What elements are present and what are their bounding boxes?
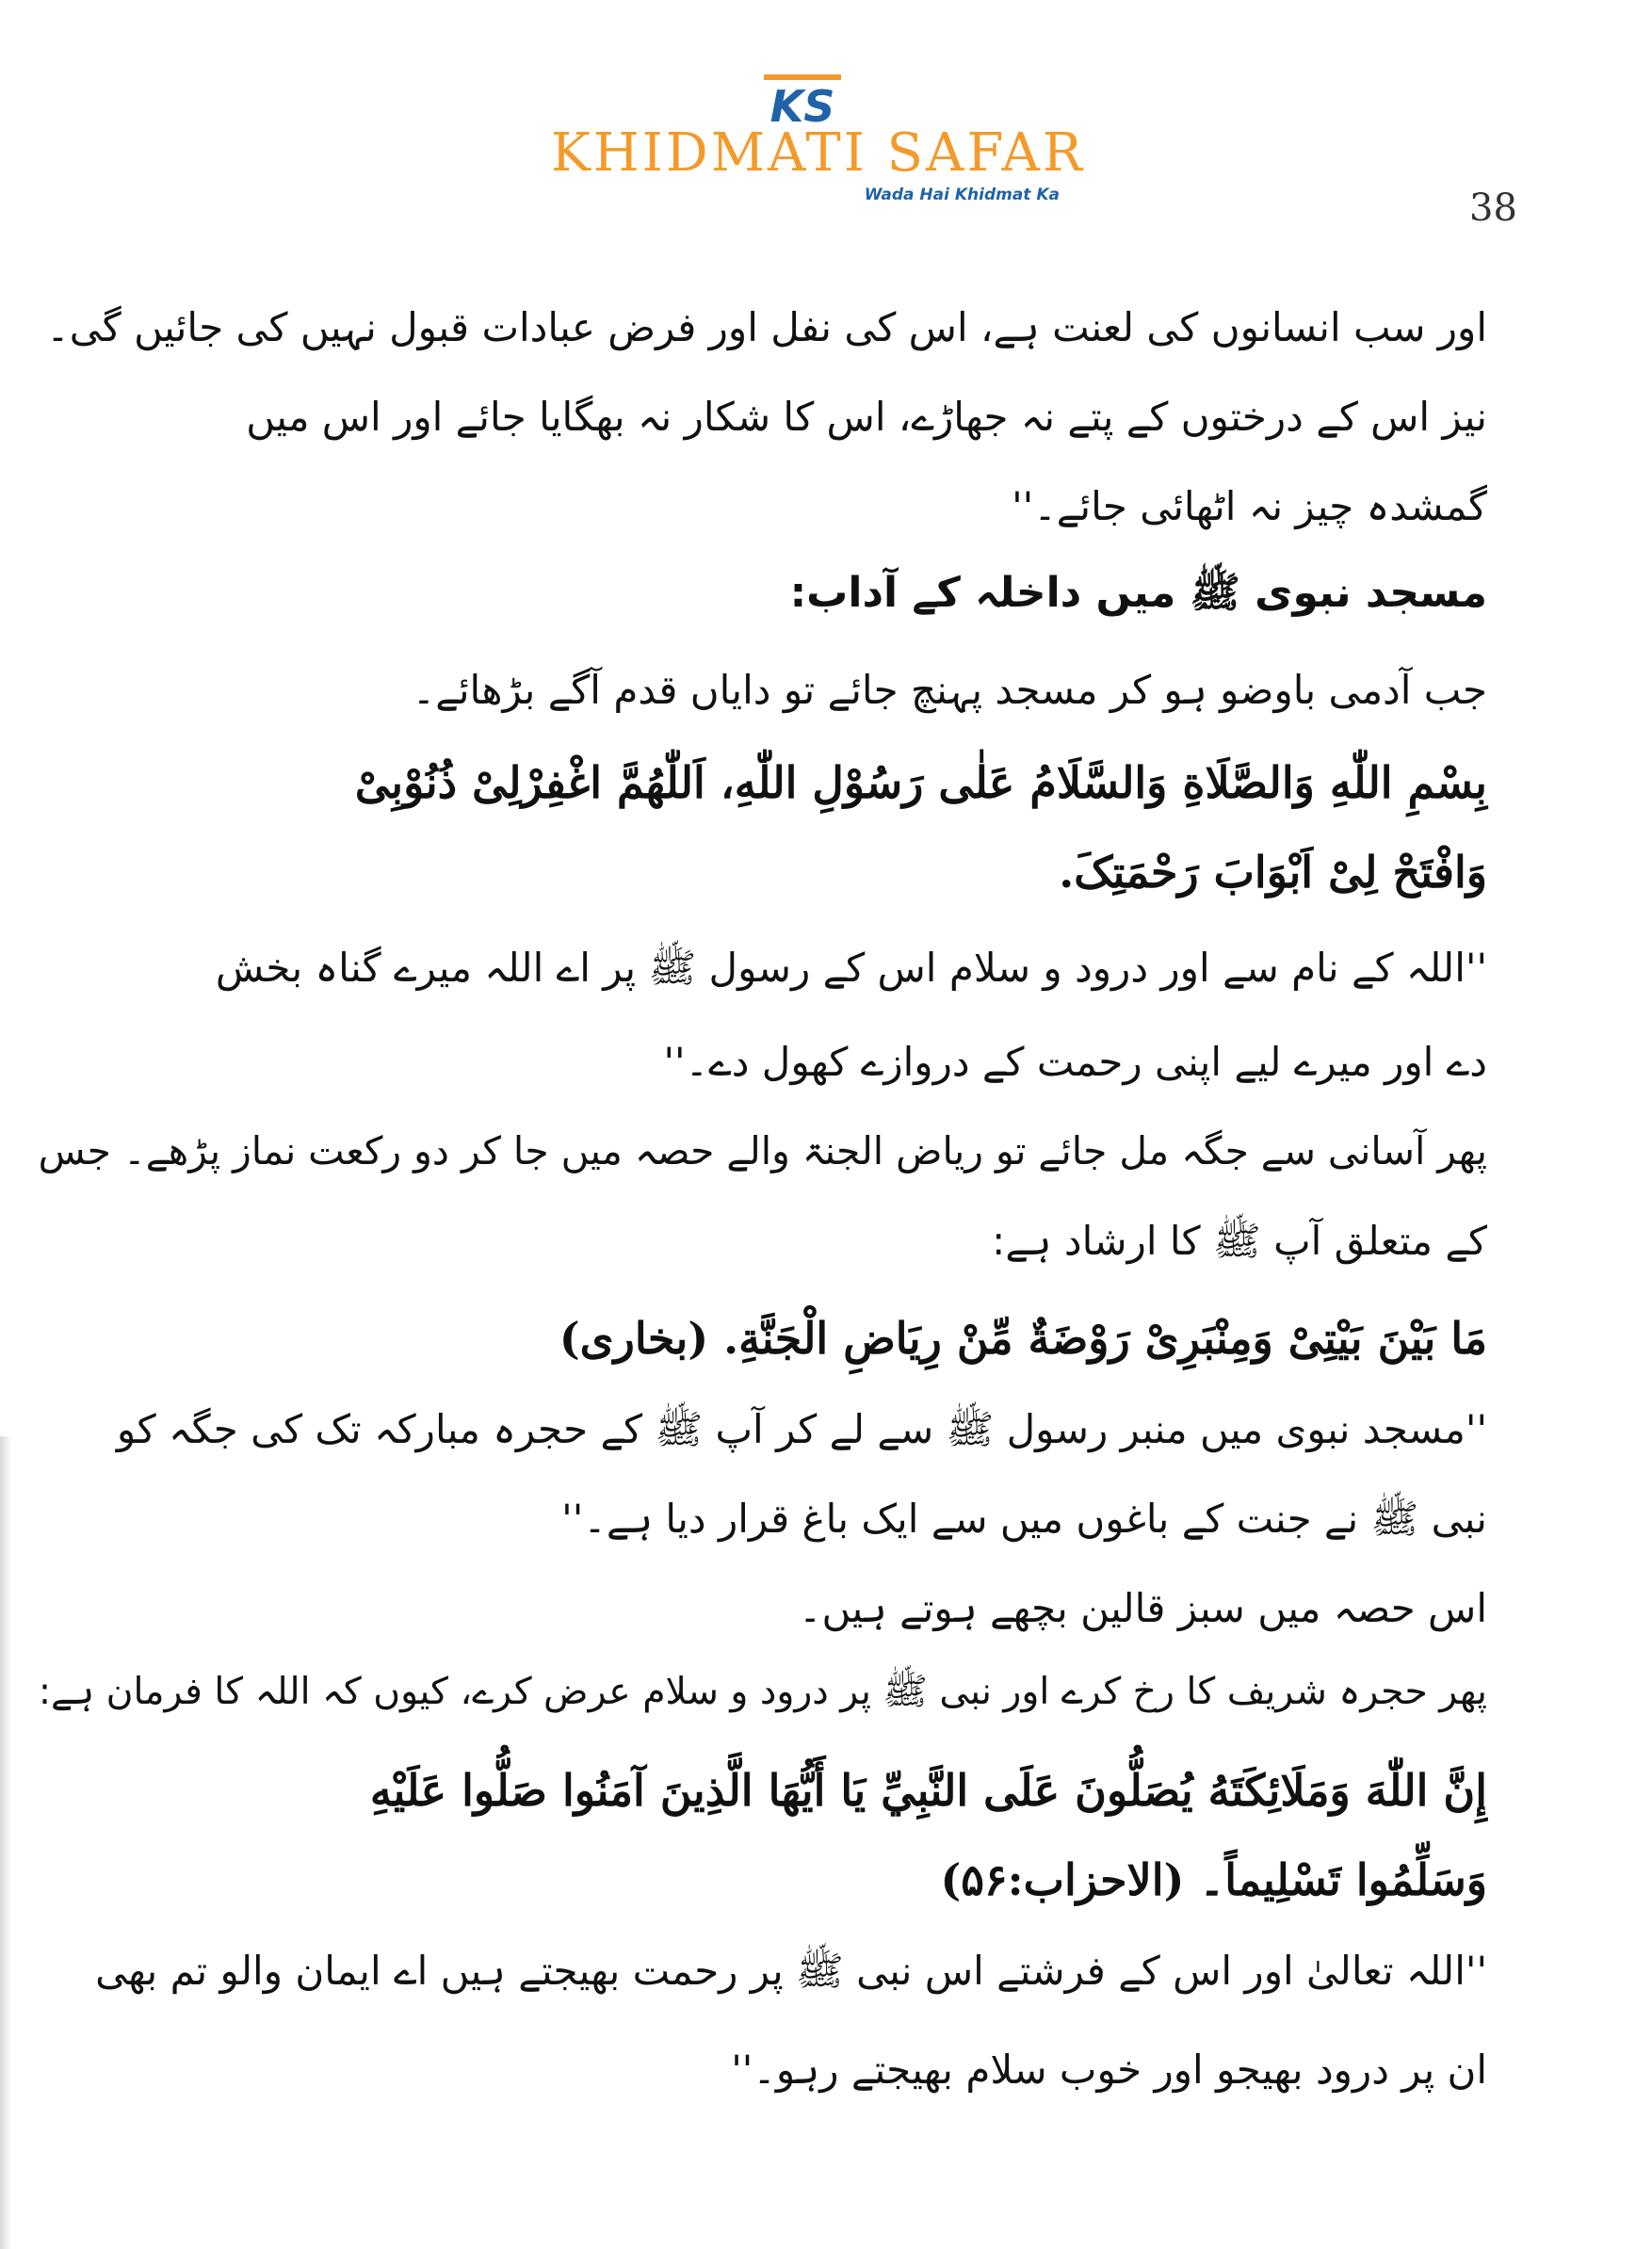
brand-name: KHIDMATI SAFAR [551, 122, 1086, 184]
text-line: ان پر درود بھیجو اور خوب سلام بھیجتے رہو۔'' [731, 2047, 1487, 2093]
ks-logo-mark [760, 71, 845, 127]
logo-mark-text: KS [769, 81, 835, 127]
arabic-line: بِسْمِ اللّٰهِ وَالصَّلَاةِ وَالسَّلَامُ عَلٰی رَسُوْلِ اللّٰهِ، اَللّٰهُمَّ اغْفِرْلِیْ ذُنُوْبِیْ [354, 757, 1487, 808]
text-line: جب آدمی باوضو ہو کر مسجد پہنچ جائے تو دایاں قدم آگے بڑھائے۔ [412, 667, 1487, 713]
page-edge-shadow [0, 1436, 11, 2249]
text-line: اس حصہ میں سبز قالین بچھے ہوتے ہیں۔ [798, 1585, 1487, 1631]
brand-tagline: Wada Hai Khidmat Ka [864, 186, 1060, 204]
arabic-line: وَافْتَحْ لِیْ اَبْوَابَ رَحْمَتِکَ. [1059, 847, 1487, 898]
text-line: کے متعلق آپ ﷺ کا ارشاد ہے: [992, 1218, 1487, 1264]
arabic-line: مَا بَیْنَ بَیْتِیْ وَمِنْبَرِیْ رَوْضَةٌ مِّنْ رِیَاضِ الْجَنَّةِ. (بخاری) [559, 1313, 1487, 1364]
page-number: 38 [1469, 186, 1517, 230]
arabic-line: وَسَلِّمُوا تَسْلِيماً۔ (الاحزاب:۵۶) [940, 1854, 1487, 1905]
text-line: گمشدہ چیز نہ اٹھائی جائے۔'' [1012, 483, 1487, 529]
brand-logo [551, 71, 1086, 221]
text-line: پھر آسانی سے جگہ مل جائے تو ریاض الجنۃ والے حصہ میں جا کر دو رکعت نماز پڑھے۔ جس [38, 1128, 1487, 1173]
arabic-line: إِنَّ اللّٰهَ وَمَلَائِكَتَهُ يُصَلُّونَ عَلَى النَّبِيِّ يَا أَيُّهَا الَّذِينَ آمَنُوا صَلُّوا عَلَيْهِ [369, 1765, 1487, 1816]
text-line: ''اللہ تعالیٰ اور اس کے فرشتے اس نبی ﷺ پر رحمت بھیجتے ہیں اے ایمان والو تم بھی [95, 1948, 1487, 1994]
text-line: نیز اس کے درختوں کے پتے نہ جھاڑے، اس کا شکار نہ بھگایا جائے اور اس میں [246, 394, 1487, 440]
text-line: ''مسجد نبوی میں منبر رسول ﷺ سے لے کر آپ ﷺ کے حجرہ مبارکہ تک کی جگہ کو [116, 1406, 1487, 1452]
text-line: نبی ﷺ نے جنت کے باغوں میں سے ایک باغ قرار دیا ہے۔'' [561, 1496, 1487, 1542]
text-line: اور سب انسانوں کی لعنت ہے، اس کی نفل اور فرض عبادات قبول نہیں کی جائیں گی۔ [46, 304, 1487, 350]
text-line: پھر حجرہ شریف کا رخ کرے اور نبی ﷺ پر درود و سلام عرض کرے، کیوں کہ اللہ کا فرمان ہے: [38, 1671, 1487, 1713]
section-heading: مسجد نبوی ﷺ میں داخلہ کے آداب: [789, 569, 1487, 617]
text-line: ''اللہ کے نام سے اور درود و سلام اس کے رسول ﷺ پر اے اللہ میرے گناہ بخش [215, 945, 1487, 991]
text-line: دے اور میرے لیے اپنی رحمت کے دروازے کھول دے۔'' [663, 1039, 1487, 1085]
